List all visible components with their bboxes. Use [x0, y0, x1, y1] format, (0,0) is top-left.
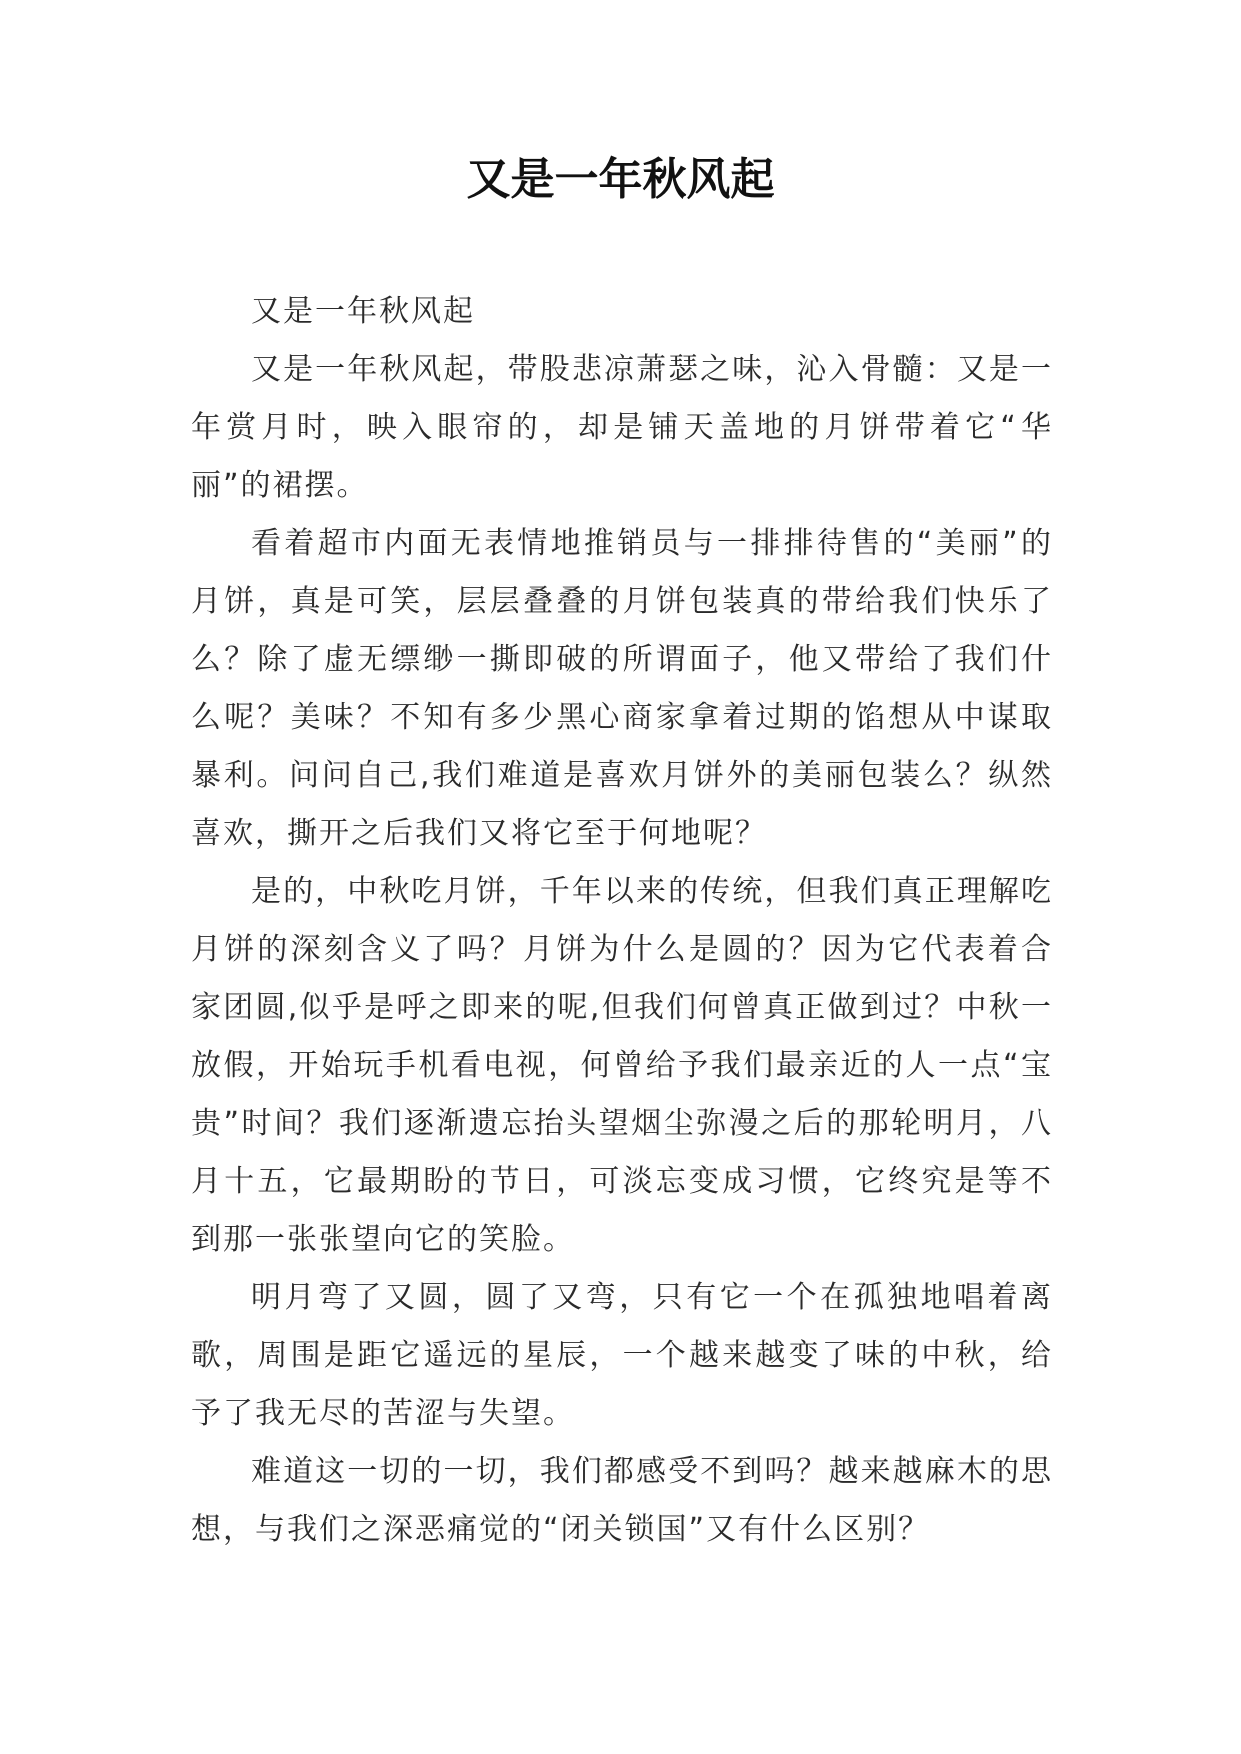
- paragraph: 看着超市内面无表情地推销员与一排排待售的“美丽”的月饼，真是可笑，层层叠叠的月饼包装真的带给我们快乐了么？除了虚无缥缈一撕即破的所谓面子，他又带给了我们什么呢？美味？不知有多少黑心商家拿着过期的馅想从中谋取暴利。问问自己,我们难道是喜欢月饼外的美丽包装么？纵然喜欢，撕开之后我们又将它至于何地呢？: [191, 526, 1053, 851]
- paragraph: 又是一年秋风起，带股悲凉萧瑟之味，沁入骨髓：又是一年赏月时，映入眼帘的，却是铺天盖地的月饼带着它“华丽”的裙摆。: [191, 352, 1053, 503]
- document-title: 又是一年秋风起: [466, 154, 775, 205]
- paragraph: 是的，中秋吃月饼，千年以来的传统，但我们真正理解吃月饼的深刻含义了吗？月饼为什么是圆的？因为它代表着合家团圆,似乎是呼之即来的呢,但我们何曾真正做到过？中秋一放假，开始玩手机看电视，何曾给予我们最亲近的人一点“宝贵”时间？我们逐渐遗忘抬头望烟尘弥漫之后的那轮明月，八月十五，它最期盼的节日，可淡忘变成习惯，它终究是等不到那一张张望向它的笑脸。: [191, 874, 1053, 1257]
- document-body: [191, 283, 1053, 1559]
- paragraph-subtitle: 又是一年秋风起: [251, 294, 475, 329]
- paragraph: 难道这一切的一切，我们都感受不到吗？越来越麻木的思想，与我们之深恶痛觉的“闭关锁国”又有什么区别？: [191, 1454, 1053, 1547]
- paragraph: 明月弯了又圆，圆了又弯，只有它一个在孤独地唱着离歌，周围是距它遥远的星辰，一个越来越变了味的中秋，给予了我无尽的苦涩与失望。: [191, 1280, 1053, 1431]
